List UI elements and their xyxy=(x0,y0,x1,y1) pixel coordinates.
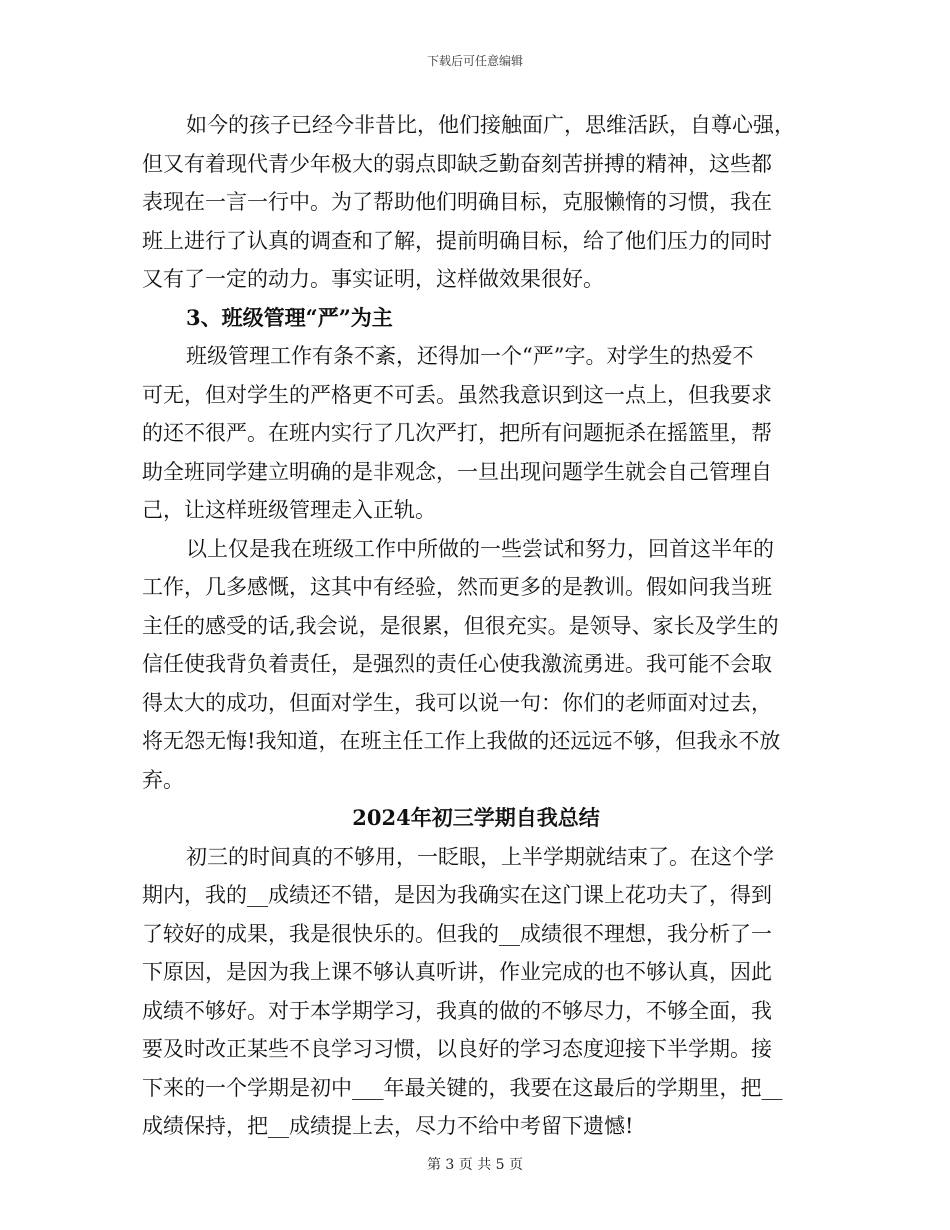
text-line: 班级管理工作有条不紊，还得加一个“严”字。对学生的热爱不 xyxy=(186,344,754,368)
document-body xyxy=(142,106,810,1146)
text-line: 弃。 xyxy=(142,767,184,792)
paragraph xyxy=(142,106,810,299)
text-line: 工作，几多感慨，这其中有经验，然而更多的是教训。假如问我当班 xyxy=(142,575,772,599)
text-line: 但又有着现代青少年极大的弱点即缺乏勤奋刻苦拼搏的精神，这些都 xyxy=(142,151,772,176)
document-title xyxy=(142,799,810,838)
text-line: 期内，我的__成绩还不错，是因为我确实在这门课上花功夫了，得到 xyxy=(142,883,772,907)
text-line: 主任的感受的话,我会说，是很累，但很充实。是领导、家长及学生的 xyxy=(142,613,779,638)
text-line: 班上进行了认真的调查和了解，提前明确目标，给了他们压力的同时 xyxy=(142,228,772,253)
text-line: 要及时改正某些不良学习习惯，以良好的学习态度迎接下半学期。接 xyxy=(142,1037,772,1061)
text-line: 初三的时间真的不够用，一眨眼，上半学期就结束了。在这个学 xyxy=(186,844,774,869)
page-footer: 第 3 页 共 5 页 xyxy=(426,1157,524,1173)
title-text: 2024年初三学期自我总结 xyxy=(352,805,600,830)
text-line: 成绩不够好。对于本学期学习，我真的做的不够尽力，不够全面，我 xyxy=(142,998,772,1023)
text-line: 如今的孩子已经今非昔比，他们接触面广，思维活跃，自尊心强， xyxy=(186,113,795,137)
text-line: 的还不很严。在班内实行了几次严打，把所有问题扼杀在摇篮里，帮 xyxy=(142,421,772,445)
text-line: 可无，但对学生的严格更不可丢。虽然我意识到这一点上，但我要求 xyxy=(142,382,772,407)
text-line: 以上仅是我在班级工作中所做的一些尝试和努力，回首这半年的 xyxy=(186,536,774,561)
text-line: 了较好的成果，我是很快乐的。但我的__成绩很不理想，我分析了一 xyxy=(142,921,772,946)
text-line: 又有了一定的动力。事实证明，这样做效果很好。 xyxy=(142,267,604,291)
text-line: 信任使我背负着责任，是强烈的责任心使我激流勇进。我可能不会取 xyxy=(142,652,772,676)
paragraph xyxy=(142,838,810,1146)
paragraph xyxy=(142,337,810,530)
paragraph xyxy=(142,530,810,800)
text-line: 成绩保持，把__成绩提上去，尽力不给中考留下遗憾! xyxy=(142,1114,634,1138)
text-line: 得太大的成功，但面对学生，我可以说一句：你们的老师面对过去， xyxy=(142,690,772,715)
text-line: 将无怨无悔!我知道，在班主任工作上我做的还远远不够，但我永不放 xyxy=(142,729,781,753)
text-line: 下来的一个学期是初中___年最关键的，我要在这最后的学期里，把__ xyxy=(142,1075,783,1100)
section-heading xyxy=(142,299,810,338)
text-line: 下原因，是因为我上课不够认真听讲，作业完成的也不够认真，因此 xyxy=(142,960,772,984)
heading-text: 3、班级管理“严”为主 xyxy=(186,304,393,330)
page-header: 下载后可任意编辑 xyxy=(426,54,523,68)
text-line: 己，让这样班级管理走入正轨。 xyxy=(142,498,436,522)
text-line: 表现在一言一行中。为了帮助他们明确目标，克服懒惰的习惯，我在 xyxy=(142,190,772,214)
text-line: 助全班同学建立明确的是非观念，一旦出现问题学生就会自己管理自 xyxy=(142,459,772,484)
